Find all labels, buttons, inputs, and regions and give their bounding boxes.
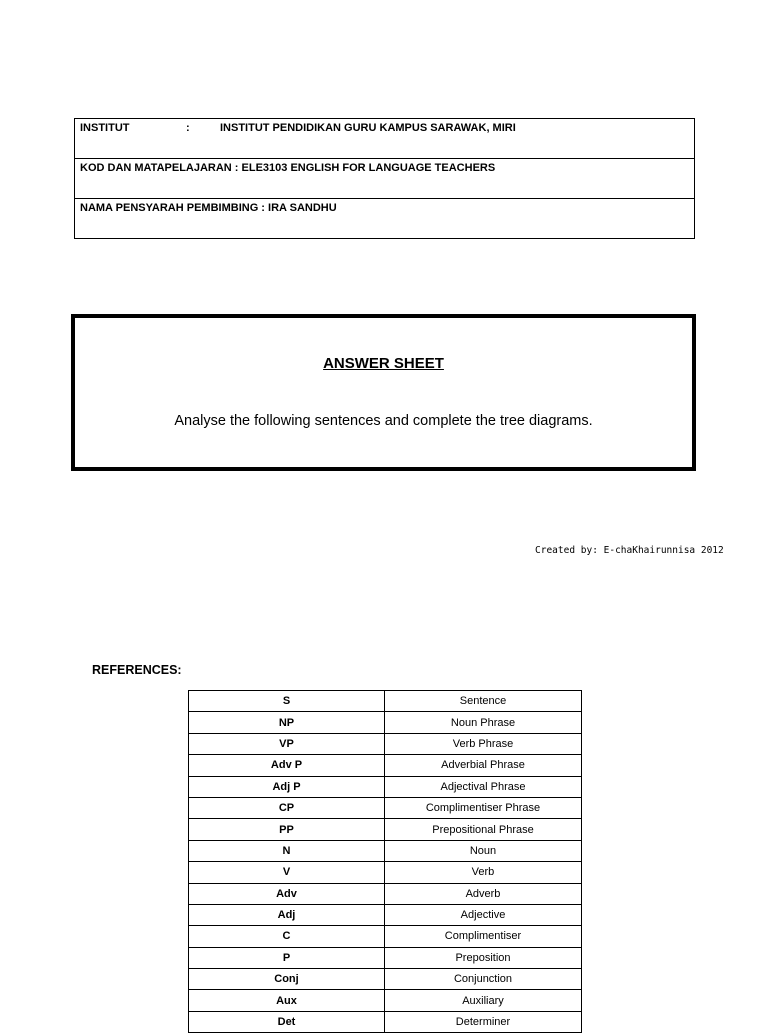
course-info-table	[74, 118, 695, 239]
answer-sheet-box	[71, 314, 696, 471]
meaning-cell: Adjective	[385, 904, 582, 925]
table-row	[189, 776, 582, 797]
abbreviation-cell: Det	[189, 1011, 385, 1032]
abbreviation-cell: S	[189, 691, 385, 712]
abbreviation-cell: NP	[189, 712, 385, 733]
abbreviation-cell: Adj	[189, 904, 385, 925]
meaning-cell: Conjunction	[385, 969, 582, 990]
table-row	[189, 926, 582, 947]
abbreviation-cell: Adj P	[189, 776, 385, 797]
table-row	[189, 797, 582, 818]
abbreviation-cell: Adv	[189, 883, 385, 904]
institut-row	[75, 119, 695, 159]
table-row	[189, 904, 582, 925]
meaning-cell: Adverb	[385, 883, 582, 904]
nama-row	[75, 199, 695, 239]
abbreviation-cell: Conj	[189, 969, 385, 990]
references-heading: REFERENCES:	[92, 663, 182, 677]
table-row	[189, 969, 582, 990]
table-row	[189, 733, 582, 754]
table-row	[189, 1011, 582, 1032]
abbreviation-cell: Adv P	[189, 755, 385, 776]
institut-colon: :	[186, 122, 190, 134]
table-row	[189, 990, 582, 1011]
abbreviation-cell: Aux	[189, 990, 385, 1011]
abbreviation-cell: VP	[189, 733, 385, 754]
institut-value: INSTITUT PENDIDIKAN GURU KAMPUS SARAWAK, MIRI	[220, 122, 516, 134]
answer-sheet-instruction: Analyse the following sentences and complete the tree diagrams.	[174, 413, 593, 429]
institut-cell	[75, 119, 695, 159]
creator-credit: Created by: E-chaKhairunnisa 2012	[535, 545, 724, 556]
meaning-cell: Verb	[385, 862, 582, 883]
answer-sheet-title: ANSWER SHEET	[323, 355, 444, 372]
meaning-cell: Noun	[385, 840, 582, 861]
kod-row	[75, 159, 695, 199]
table-row	[189, 947, 582, 968]
meaning-cell: Adjectival Phrase	[385, 776, 582, 797]
references-table-body	[189, 691, 582, 1033]
abbreviation-cell: V	[189, 862, 385, 883]
abbreviation-cell: PP	[189, 819, 385, 840]
nama-cell	[75, 199, 695, 239]
nama-text: NAMA PENSYARAH PEMBIMBING : IRA SANDHU	[80, 202, 337, 214]
institut-label: INSTITUT	[80, 122, 130, 134]
table-row	[189, 862, 582, 883]
table-row	[189, 691, 582, 712]
kod-cell	[75, 159, 695, 199]
table-row	[189, 840, 582, 861]
abbreviation-cell: P	[189, 947, 385, 968]
meaning-cell: Determiner	[385, 1011, 582, 1032]
meaning-cell: Auxiliary	[385, 990, 582, 1011]
meaning-cell: Prepositional Phrase	[385, 819, 582, 840]
meaning-cell: Sentence	[385, 691, 582, 712]
abbreviation-cell: CP	[189, 797, 385, 818]
meaning-cell: Preposition	[385, 947, 582, 968]
meaning-cell: Complimentiser	[385, 926, 582, 947]
table-row	[189, 819, 582, 840]
abbreviation-cell: C	[189, 926, 385, 947]
table-row	[189, 712, 582, 733]
meaning-cell: Adverbial Phrase	[385, 755, 582, 776]
references-table	[188, 690, 582, 1033]
kod-text: KOD DAN MATAPELAJARAN : ELE3103 ENGLISH FOR LANGUAGE TEACHERS	[80, 162, 496, 174]
meaning-cell: Complimentiser Phrase	[385, 797, 582, 818]
meaning-cell: Noun Phrase	[385, 712, 582, 733]
meaning-cell: Verb Phrase	[385, 733, 582, 754]
table-row	[189, 755, 582, 776]
table-row	[189, 883, 582, 904]
abbreviation-cell: N	[189, 840, 385, 861]
